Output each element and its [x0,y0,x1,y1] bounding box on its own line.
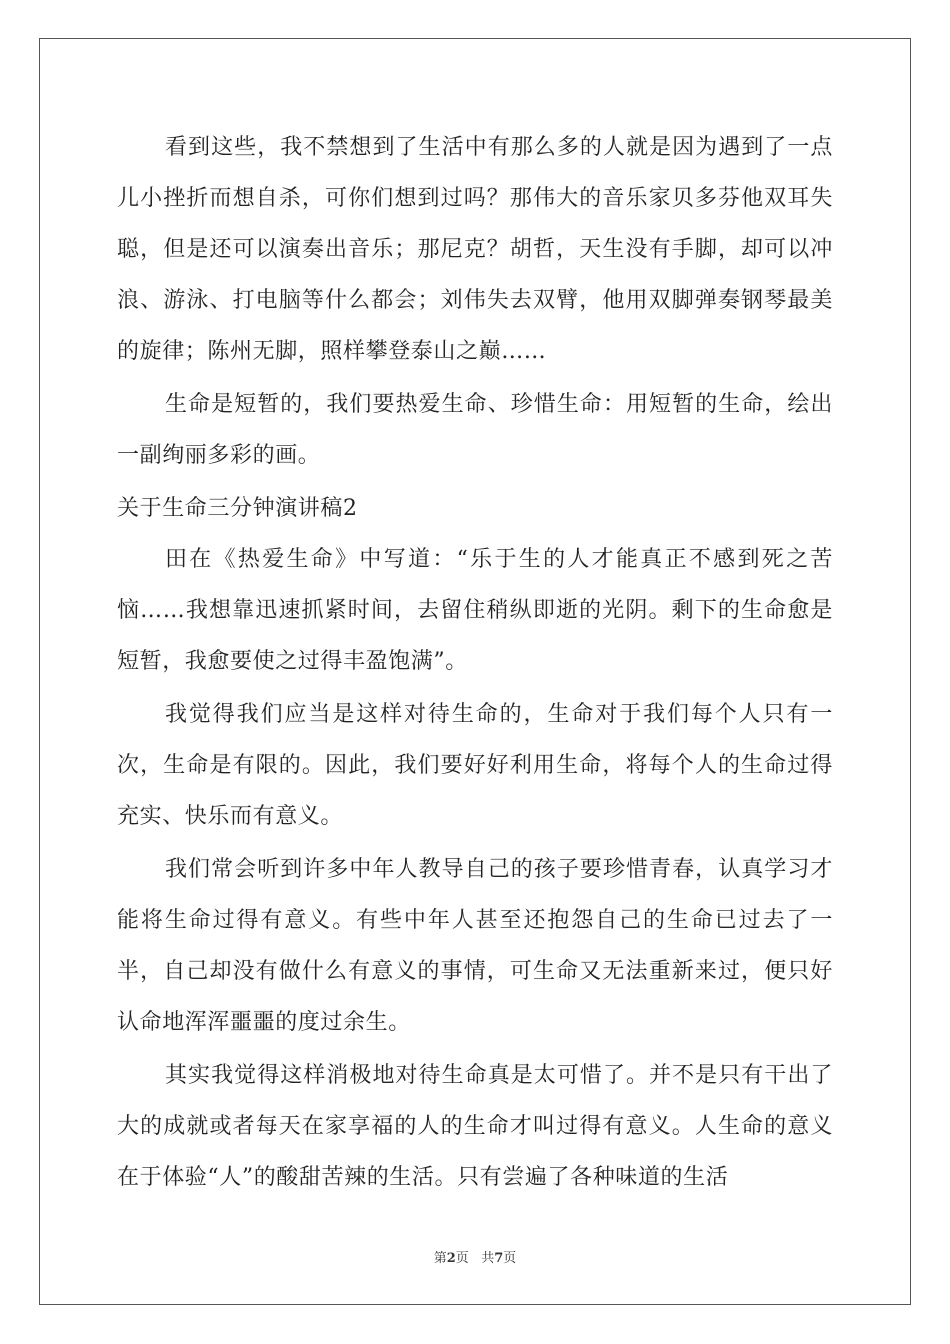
footer-page-number: 2 [446,1251,456,1266]
footer-total-prefix: 共 [481,1251,495,1266]
section-heading: 关于生命三分钟演讲稿2 [117,496,358,521]
page-footer [0,1247,950,1266]
paragraph: 田在《热爱生命》中写道：“乐于生的人才能真正不感到死之苦恼……我想靠迅速抓紧时间，去留住稍纵即逝的光阴。剩下的生命愈是短暂，我愈要使之过得丰盈饱满”。 [117,547,833,674]
paragraph: 我觉得我们应当是这样对待生命的，生命对于我们每个人只有一次，生命是有限的。因此，我们要好好利用生命，将每个人的生命过得充实、快乐而有意义。 [117,702,833,829]
paragraph: 我们常会听到许多中年人教导自己的孩子要珍惜青春，认真学习才能将生命过得有意义。有些中年人甚至还抱怨自己的生命已过去了一半，自己却没有做什么有意义的事情，可生命又无法重新来过，便只好认命地浑浑噩噩的度过余生。 [117,857,833,1035]
footer-total-pages: 7 [494,1251,504,1266]
footer-prefix: 第 [433,1251,447,1266]
footer-total-suffix: 页 [503,1251,517,1266]
paragraph: 生命是短暂的，我们要热爱生命、珍惜生命：用短暂的生命，绘出一副绚丽多彩的画。 [117,392,833,468]
paragraph: 看到这些，我不禁想到了生活中有那么多的人就是因为遇到了一点儿小挫折而想自杀，可你们想到过吗？那伟大的音乐家贝多芬他双耳失聪，但是还可以演奏出音乐；那尼克？胡哲，天生没有手脚，却可以冲浪、游泳、打电脑等什么都会；刘伟失去双臂，他用双脚弹奏钢琴最美的旋律；陈州无脚，照样攀登泰山之巅…… [117,135,833,364]
document-body [117,122,833,1205]
footer-page-suffix: 页 [455,1251,469,1266]
paragraph: 其实我觉得这样消极地对待生命真是太可惜了。并不是只有干出了大的成就或者每天在家享福的人的生命才叫过得有意义。人生命的意义在于体验“人”的酸甜苦辣的生活。只有尝遍了各种味道的生活 [117,1063,833,1190]
